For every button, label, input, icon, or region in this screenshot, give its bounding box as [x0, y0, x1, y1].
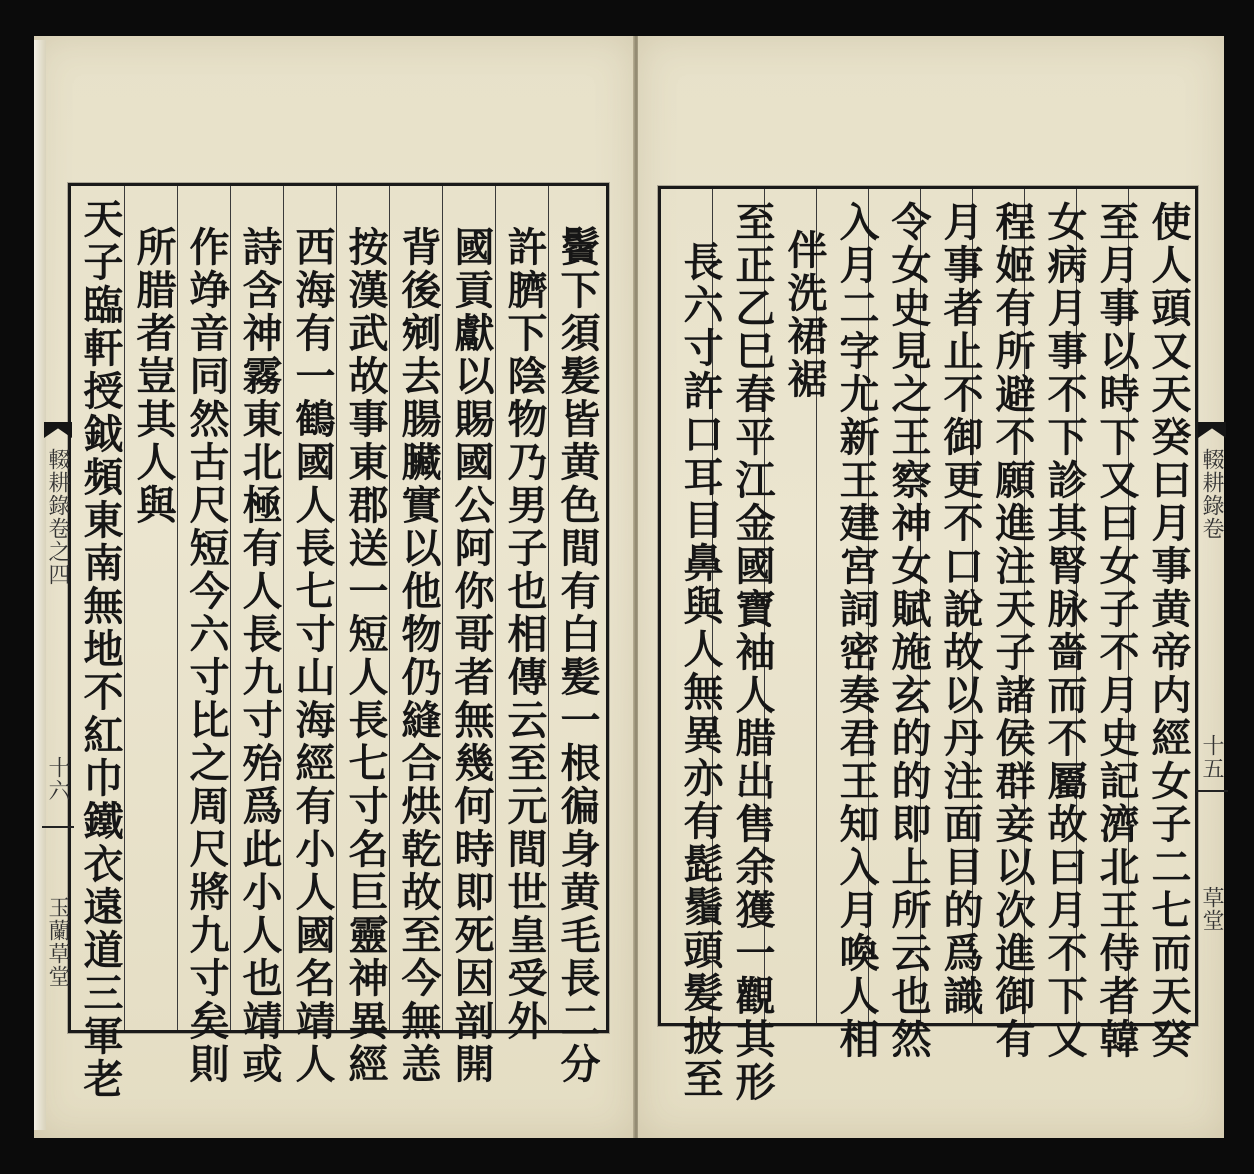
text-column: 鬢下須髪皆黄色間有白髪一根徧身黄毛長二分: [554, 226, 601, 1086]
text-column: 女病月事不下診其腎脉嗇而不屬故曰月不下又: [1041, 201, 1088, 1061]
banxin-hall-name: 玉蘭草堂: [45, 896, 70, 988]
text-column: 令女史見之王察神女賦施玄的的即上所云也然: [885, 201, 932, 1061]
text-column: 入月二字尤新王建宮詞密奏君王知入月喚人相: [833, 201, 880, 1061]
text-column: 伴洗裙裾: [781, 229, 828, 401]
left-banxin: [38, 186, 78, 1020]
text-column: 作竫音同然古尺短今六寸比之周尺將九寸矣則: [183, 226, 230, 1086]
left-text-frame: [68, 183, 609, 1101]
text-column: 程姬有所避不願進注天子諸侯群妾以次進御有: [989, 201, 1036, 1061]
text-column: 西海有一鶴國人長七寸山海經有小人國名靖人: [289, 226, 336, 1086]
text-column: 詩含神霧東北極有人長九寸殆爲此小人也靖或: [236, 226, 283, 1086]
text-column: 使人頭又天癸曰月事黄帝内經女子二七而天癸: [1145, 201, 1192, 1061]
right-text-frame: [658, 186, 1198, 1104]
right-banxin: [1192, 186, 1232, 1020]
text-column: 天子臨軒授鉞頻東南無地不紅巾鐵衣遠道三軍老: [77, 198, 124, 1101]
text-column: 許臍下陰物乃男子也相傳云至元間世皇受外: [501, 226, 548, 1043]
banxin-page-number: 十六: [45, 756, 70, 802]
text-column: 至正乙巳春平江金國寶袖人腊出售余獲一觀其形: [729, 201, 776, 1104]
text-column: 背後剜去腸臟實以他物仍縫合烘乾故至今無恙: [395, 226, 442, 1086]
banxin-title: 輟耕錄卷: [1199, 448, 1224, 540]
text-column: 國貢獻以賜國公阿你哥者無幾何時即死因剖開: [448, 226, 495, 1086]
text-column: 所腊者豈其人與: [130, 226, 177, 527]
fishtail-mark: [1198, 422, 1226, 438]
text-column: 按漢武故事東郡送一短人長七寸名巨靈神異經: [342, 226, 389, 1086]
text-column: 至月事以時下又曰女子不月史記濟北王侍者韓: [1093, 201, 1140, 1061]
text-column: 長六寸許口耳目鼻與人無異亦有髭鬚頭髪披至: [677, 241, 724, 1101]
text-column: 月事者止不御更不口說故以丹注面目的爲識: [937, 201, 984, 1018]
banxin-page-number: 十五: [1199, 734, 1224, 780]
banxin-hall-name: 草堂: [1199, 886, 1224, 932]
fishtail-mark: [44, 422, 72, 438]
banxin-title: 輟耕錄卷之四: [45, 448, 70, 586]
